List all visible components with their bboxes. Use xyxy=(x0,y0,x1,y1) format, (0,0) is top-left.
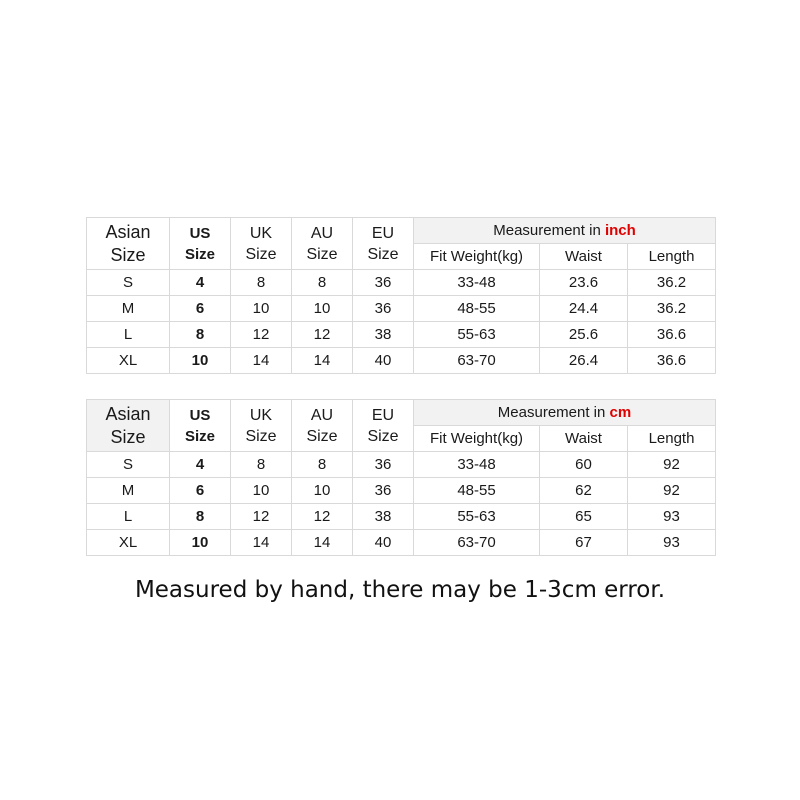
header-uk-size: UK Size xyxy=(231,218,292,270)
cell-us-size: 8 xyxy=(170,322,231,348)
cell-eu-size: 36 xyxy=(353,296,414,322)
cell-asian-size: M xyxy=(87,478,170,504)
cell-au-size: 8 xyxy=(292,270,353,296)
table-row xyxy=(87,504,716,530)
cell-eu-size: 40 xyxy=(353,530,414,556)
cell-eu-size: 36 xyxy=(353,452,414,478)
table-row xyxy=(87,322,716,348)
cell-length: 36.6 xyxy=(628,348,716,374)
cell-waist: 26.4 xyxy=(540,348,628,374)
cell-eu-size: 36 xyxy=(353,270,414,296)
cell-asian-size: S xyxy=(87,270,170,296)
cell-au-size: 10 xyxy=(292,478,353,504)
cell-eu-size: 38 xyxy=(353,322,414,348)
header-au-size: AU Size xyxy=(292,400,353,452)
cell-length: 93 xyxy=(628,504,716,530)
header-row xyxy=(87,218,716,244)
table-body xyxy=(87,270,716,374)
header-eu-size: EU Size xyxy=(353,400,414,452)
cell-uk-size: 14 xyxy=(231,348,292,374)
cell-au-size: 12 xyxy=(292,322,353,348)
cell-au-size: 14 xyxy=(292,530,353,556)
cell-us-size: 6 xyxy=(170,296,231,322)
cell-au-size: 10 xyxy=(292,296,353,322)
measurement-title: Measurement in cm xyxy=(414,400,716,426)
cell-us-size: 4 xyxy=(170,270,231,296)
cell-asian-size: S xyxy=(87,452,170,478)
size-table-cm xyxy=(86,399,716,556)
cell-us-size: 6 xyxy=(170,478,231,504)
cell-uk-size: 12 xyxy=(231,504,292,530)
cell-asian-size: XL xyxy=(87,348,170,374)
table-row xyxy=(87,348,716,374)
cell-waist: 24.4 xyxy=(540,296,628,322)
cell-length: 36.2 xyxy=(628,270,716,296)
cell-waist: 67 xyxy=(540,530,628,556)
cell-fit-weight: 33-48 xyxy=(414,452,540,478)
measurement-title: Measurement in inch xyxy=(414,218,716,244)
cell-length: 93 xyxy=(628,530,716,556)
cell-us-size: 10 xyxy=(170,348,231,374)
header-asian-size: Asian Size xyxy=(87,400,170,452)
cell-us-size: 8 xyxy=(170,504,231,530)
cell-uk-size: 10 xyxy=(231,296,292,322)
header-eu-size: EU Size xyxy=(353,218,414,270)
cell-length: 92 xyxy=(628,452,716,478)
cell-au-size: 14 xyxy=(292,348,353,374)
cell-uk-size: 14 xyxy=(231,530,292,556)
cell-asian-size: XL xyxy=(87,530,170,556)
header-us-size: US Size xyxy=(170,218,231,270)
table-row xyxy=(87,296,716,322)
cell-asian-size: M xyxy=(87,296,170,322)
unit-label: inch xyxy=(604,222,636,239)
cell-fit-weight: 48-55 xyxy=(414,296,540,322)
cell-us-size: 10 xyxy=(170,530,231,556)
cell-au-size: 12 xyxy=(292,504,353,530)
header-uk-size: UK Size xyxy=(231,400,292,452)
cell-waist: 25.6 xyxy=(540,322,628,348)
cell-length: 36.6 xyxy=(628,322,716,348)
table-row xyxy=(87,478,716,504)
header-waist: Waist xyxy=(540,244,628,270)
table-row xyxy=(87,530,716,556)
cell-length: 92 xyxy=(628,478,716,504)
table-body xyxy=(87,452,716,556)
cell-uk-size: 10 xyxy=(231,478,292,504)
unit-label: cm xyxy=(609,404,632,421)
cell-fit-weight: 55-63 xyxy=(414,504,540,530)
cell-waist: 62 xyxy=(540,478,628,504)
cell-eu-size: 36 xyxy=(353,478,414,504)
cell-waist: 60 xyxy=(540,452,628,478)
header-length: Length xyxy=(628,244,716,270)
header-waist: Waist xyxy=(540,426,628,452)
cell-us-size: 4 xyxy=(170,452,231,478)
cell-uk-size: 8 xyxy=(231,452,292,478)
cell-waist: 65 xyxy=(540,504,628,530)
cell-uk-size: 8 xyxy=(231,270,292,296)
cell-eu-size: 38 xyxy=(353,504,414,530)
table-row xyxy=(87,270,716,296)
cell-waist: 23.6 xyxy=(540,270,628,296)
cell-asian-size: L xyxy=(87,504,170,530)
header-us-size: US Size xyxy=(170,400,231,452)
cell-eu-size: 40 xyxy=(353,348,414,374)
header-asian-size: Asian Size xyxy=(87,218,170,270)
header-fit-weight: Fit Weight(kg) xyxy=(414,244,540,270)
header-length: Length xyxy=(628,426,716,452)
header-row xyxy=(87,400,716,426)
cell-fit-weight: 33-48 xyxy=(414,270,540,296)
cell-asian-size: L xyxy=(87,322,170,348)
cell-fit-weight: 63-70 xyxy=(414,348,540,374)
cell-fit-weight: 63-70 xyxy=(414,530,540,556)
cell-au-size: 8 xyxy=(292,452,353,478)
table-row xyxy=(87,452,716,478)
cell-length: 36.2 xyxy=(628,296,716,322)
header-au-size: AU Size xyxy=(292,218,353,270)
header-fit-weight: Fit Weight(kg) xyxy=(414,426,540,452)
size-table-inch xyxy=(86,217,716,374)
cell-fit-weight: 55-63 xyxy=(414,322,540,348)
cell-uk-size: 12 xyxy=(231,322,292,348)
cell-fit-weight: 48-55 xyxy=(414,478,540,504)
measurement-note: Measured by hand, there may be 1-3cm error. xyxy=(134,577,666,603)
